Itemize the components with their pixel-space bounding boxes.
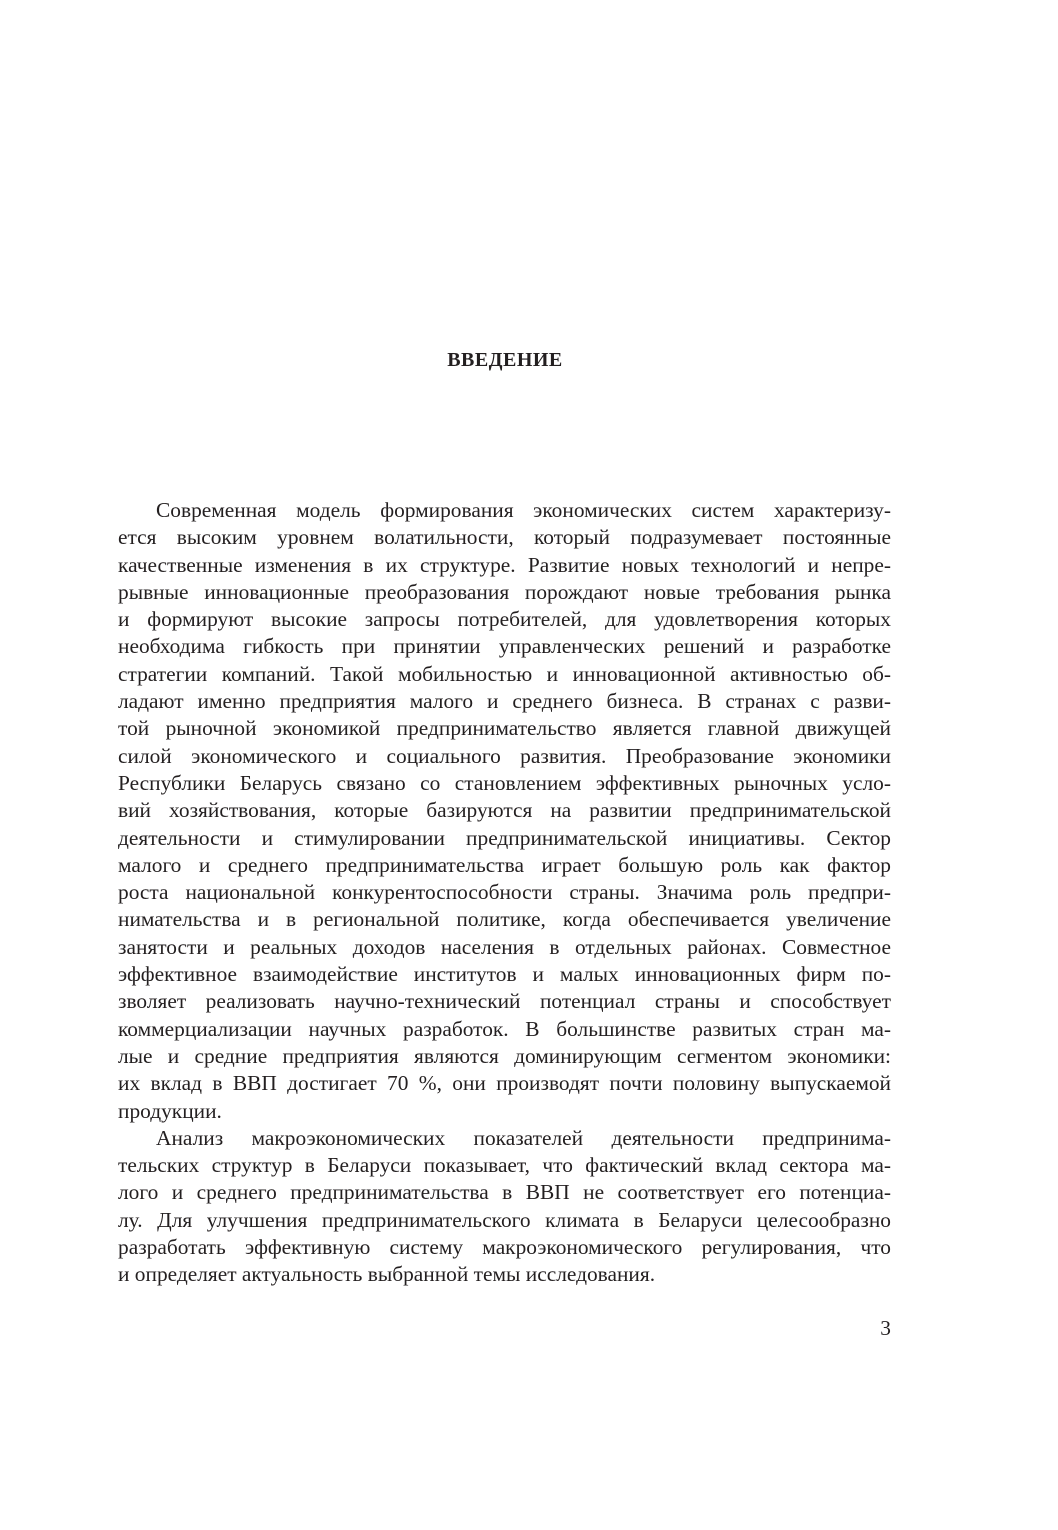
page-number: 3 xyxy=(880,1316,891,1340)
body-text xyxy=(118,497,891,1289)
text-line: продукции. xyxy=(118,1098,222,1123)
text-line: зволяет реализовать научно-технический потенциал страны и способствует xyxy=(118,989,891,1014)
text-line: ладают именно предприятия малого и среднего бизнеса. В странах с разви- xyxy=(118,689,891,714)
text-line: лые и средние предприятия являются доминирующим сегментом экономики: xyxy=(118,1043,891,1068)
paragraph-1 xyxy=(118,497,891,1125)
text-line: деятельности и стимулировании предпринимательской инициативы. Сектор xyxy=(118,825,891,850)
text-line: Анализ макроэкономических показателей деятельности предпринима- xyxy=(156,1125,891,1150)
text-line: необходима гибкость при принятии управленческих решений и разработке xyxy=(118,634,891,659)
text-line: той рыночной экономикой предпринимательство является главной движущей xyxy=(118,716,891,741)
text-line: роста национальной конкурентоспособности страны. Значима роль предпри- xyxy=(118,880,891,905)
text-line: рывные инновационные преобразования порождают новые требования рынка xyxy=(118,579,891,604)
text-line: лого и среднего предпринимательства в ВВП не соответствует его потенциа- xyxy=(118,1180,891,1205)
text-line: лу. Для улучшения предпринимательского климата в Беларуси целесообразно xyxy=(118,1207,891,1232)
text-line: Современная модель формирования экономических систем характеризу- xyxy=(156,498,891,522)
text-line: эффективное взаимодействие институтов и малых инновационных фирм по- xyxy=(118,962,891,987)
page-title: ВВЕДЕНИЕ xyxy=(447,349,563,371)
paragraph-2 xyxy=(118,1125,891,1289)
text-line: коммерциализации научных разработок. В большинстве развитых стран ма- xyxy=(118,1016,891,1041)
text-line: вий хозяйствования, которые базируются на развитии предпринимательской xyxy=(118,798,891,823)
text-line: разработать эффективную систему макроэкономического регулирования, что xyxy=(118,1235,891,1260)
text-line: занятости и реальных доходов населения в отдельных районах. Совместное xyxy=(118,934,891,959)
text-line: стратегии компаний. Такой мобильностью и инновационной активностью об- xyxy=(118,661,891,686)
text-line: и формируют высокие запросы потребителей, для удовлетворения которых xyxy=(118,607,891,632)
text-line: ется высоким уровнем волатильности, который подразумевает постоянные xyxy=(118,525,891,550)
text-line: тельских структур в Беларуси показывает, что фактический вклад сектора ма- xyxy=(118,1153,891,1178)
text-line: качественные изменения в их структуре. Развитие новых технологий и непре- xyxy=(118,552,891,577)
text-line: малого и среднего предпринимательства играет большую роль как фактор xyxy=(118,852,891,877)
text-line: их вклад в ВВП достигает 70 %, они производят почти половину выпускаемой xyxy=(118,1071,891,1096)
text-line: Республики Беларусь связано со становлением эффективных рыночных усло- xyxy=(118,770,891,795)
text-line: силой экономического и социального развития. Преобразование экономики xyxy=(118,743,891,768)
text-line: нимательства и в региональной политике, когда обеспечивается увеличение xyxy=(118,907,891,932)
text-line: и определяет актуальность выбранной темы исследования. xyxy=(118,1262,656,1287)
